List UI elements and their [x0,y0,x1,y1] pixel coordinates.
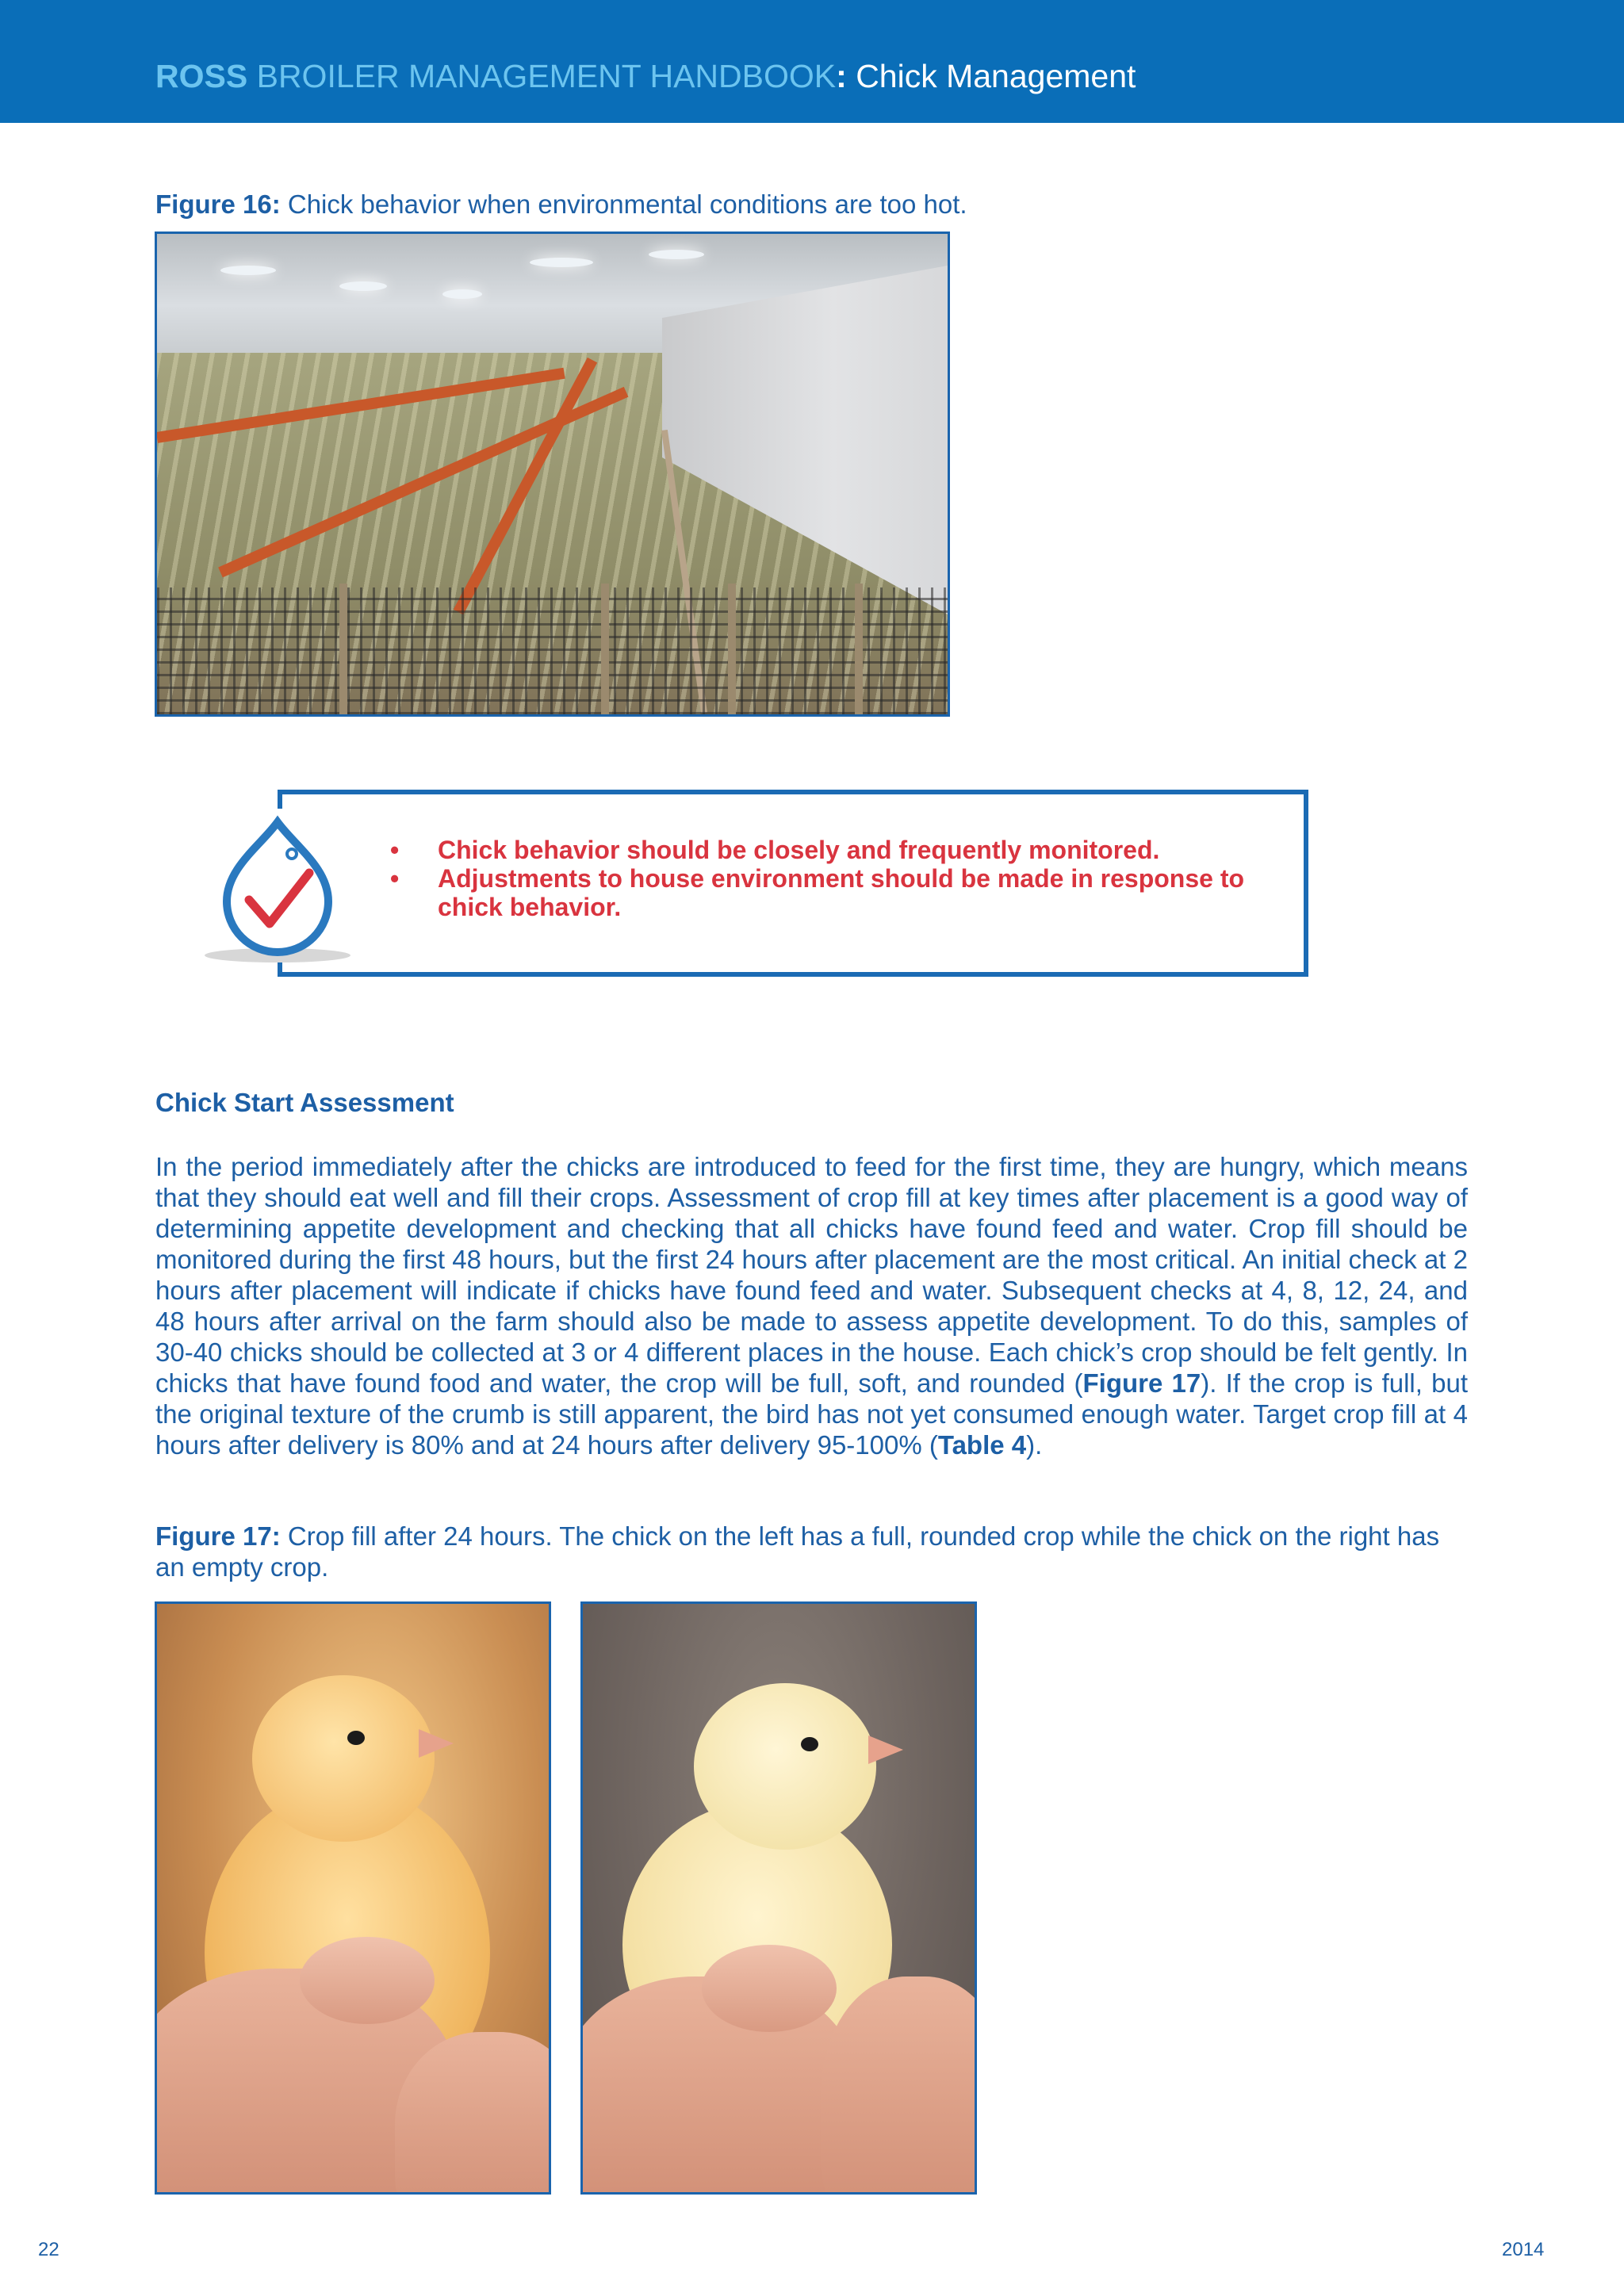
tip-item-text: Chick behavior should be closely and frequently monitored. [438,836,1160,864]
body-text-part: ). If the crop is full, but the original texture of the crumb is still apparent, the bird has not yet consumed enough water. Target crop fill at 4 hours after delivery is 80% and at 24 hours after delivery 95-100% ( [155,1368,1468,1460]
tip-item [387,864,1283,921]
body-text-part: In the period immediately after the chicks are introduced to feed for the first time, they are hungry, which means that they should eat well and fill their crops. Assessment of crop fill at key times after placement is a good way of determining appetite development and checking that all chicks have found feed and water. Crop fill should be monitored during the first 48 hours, but the first 24 hours after placement are the most critical. An initial check at 2 hours after placement will indicate if chicks have found feed and water. Subsequent checks at 4, 8, 12, 24, and 48 hours after arrival on the farm should also be made to assess appetite development. To do this, samples of 30-40 chicks should be collected at 3 or 4 different places in the house. Each chick’s crop should be felt gently. In chicks that have found food and water, the crop will be full, soft, and rounded ( [155,1152,1468,1398]
header-book-title: BROILER MANAGEMENT HANDBOOK [247,58,837,94]
chick-empty-crop-photo [580,1601,977,2195]
header-title [155,60,1136,93]
figure-16-caption-text: Chick behavior when environmental conditions are too hot. [280,189,967,219]
page-header [0,0,1624,123]
body-paragraph [155,1151,1468,1460]
footer-year: 2014 [1502,2239,1545,2260]
tip-item-text: Adjustments to house environment should be made in response to chick behavior. [438,864,1245,921]
figure-17-caption [155,1521,1468,1582]
page-number: 22 [38,2239,59,2260]
tip-list [387,836,1283,921]
figure-17-reference: Figure 17 [1082,1368,1201,1398]
header-brand: ROSS [155,58,248,94]
figure-17-caption-text: Crop fill after 24 hours. The chick on the left has a full, rounded crop while the chick on the right has an empty crop. [155,1521,1440,1582]
figure-16-caption [155,189,1468,220]
figure-17-label: Figure 17: [155,1521,281,1551]
header-section-title: Chick Management [846,58,1136,94]
bullet: • [390,836,400,864]
chick-full-crop-photo [155,1601,551,2195]
figure-16-label: Figure 16: [155,189,281,219]
bullet: • [390,864,400,893]
section-heading: Chick Start Assessment [155,1088,454,1117]
table-4-reference: Table 4 [937,1430,1027,1460]
checkmark-drop-icon [198,813,357,971]
body-text-part: ). [1026,1430,1043,1460]
header-colon: : [836,58,847,94]
poultry-house-photo [155,232,950,717]
tip-item [387,836,1283,864]
